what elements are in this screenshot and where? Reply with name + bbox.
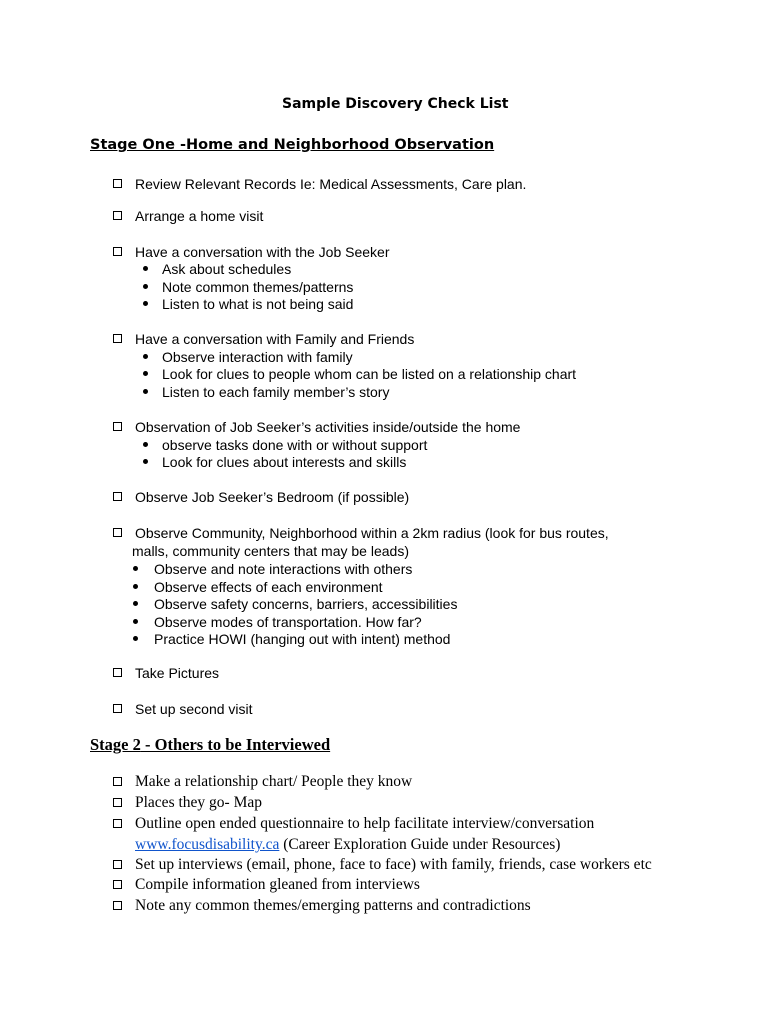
checklist-item-relationship-chart: Make a relationship chart/ People they know [135,773,413,790]
bullet-item: Observe safety concerns, barriers, accessibilities [154,596,458,612]
focusdisability-link[interactable]: www.focusdisability.ca [135,836,280,853]
checklist-item-common-themes: Note any common themes/emerging patterns and contradictions [135,897,531,914]
stage-two-heading-rest: - Others to be Interviewed [140,735,331,754]
bullet-item: Observe effects of each environment [154,579,383,595]
checklist-item-take-pictures: Take Pictures [135,665,220,681]
checkbox[interactable] [113,901,122,910]
checkbox[interactable] [113,668,122,677]
bullet [133,584,138,589]
bullet [133,619,138,624]
checklist-item-conversation-family: Have a conversation with Family and Friends [135,331,415,347]
checkbox[interactable] [113,704,122,713]
bullet-item: Listen to what is not being said [162,296,354,312]
stage-two-heading [90,737,330,754]
bullet-item: Listen to each family member’s story [162,384,390,400]
bullet-item: Observe modes of transportation. How far? [154,614,422,630]
checkbox[interactable] [113,528,122,537]
bullet [133,636,138,641]
checkbox[interactable] [113,492,122,501]
bullet-item: observe tasks done with or without support [162,437,428,453]
checklist-item-review-records: Review Relevant Records Ie: Medical Assessments, Care plan. [135,176,527,192]
bullet-item: Practice HOWI (hanging out with intent) method [154,631,451,647]
checklist-item-conversation-job-seeker: Have a conversation with the Job Seeker [135,244,390,260]
checkbox[interactable] [113,798,122,807]
checklist-item-questionnaire: Outline open ended questionnaire to help facilitate interview/conversation [135,815,595,832]
checklist-item-community: Observe Community, Neighborhood within a 2km radius (look for bus routes, [135,525,609,541]
checklist-item-observation-activities: Observation of Job Seeker’s activities inside/outside the home [135,419,521,435]
checkbox[interactable] [113,247,122,256]
questionnaire-resource-line [135,837,560,853]
bullet-item: Look for clues to people whom can be listed on a relationship chart [162,366,577,382]
link-note: (Career Exploration Guide under Resources) [279,836,561,853]
bullet [143,389,148,394]
checkbox[interactable] [113,422,122,431]
checklist-item-community-cont: malls, community centers that may be leads) [132,543,409,559]
bullet [143,459,148,464]
bullet [143,442,148,447]
bullet-item: Look for clues about interests and skills [162,454,407,470]
checkbox[interactable] [113,819,122,828]
bullet-item: Note common themes/patterns [162,279,354,295]
bullet [143,354,148,359]
checklist-item-set-up-interviews: Set up interviews (email, phone, face to face) with family, friends, case workers etc [135,856,652,873]
bullet [133,566,138,571]
checkbox[interactable] [113,777,122,786]
checklist-item-places-map: Places they go- Map [135,794,262,811]
checkbox[interactable] [113,179,122,188]
checkbox[interactable] [113,860,122,869]
bullet [143,284,148,289]
bullet [133,601,138,606]
bullet-item: Observe interaction with family [162,349,353,365]
checklist-item-compile-information: Compile information gleaned from interviews [135,876,420,893]
checkbox[interactable] [113,880,122,889]
page-title: Sample Discovery Check List [282,96,509,112]
bullet [143,371,148,376]
stage-two-heading-bold: Stage 2 [90,735,141,754]
checkbox[interactable] [113,334,122,343]
bullet [143,266,148,271]
bullet-item: Observe and note interactions with others [154,561,413,577]
bullet-item: Ask about schedules [162,261,292,277]
stage-one-heading: Stage One -Home and Neighborhood Observation [90,137,495,153]
bullet [143,301,148,306]
checklist-item-home-visit: Arrange a home visit [135,208,264,224]
checkbox[interactable] [113,211,122,220]
checklist-item-second-visit: Set up second visit [135,701,253,717]
checklist-item-bedroom: Observe Job Seeker’s Bedroom (if possible) [135,489,410,505]
